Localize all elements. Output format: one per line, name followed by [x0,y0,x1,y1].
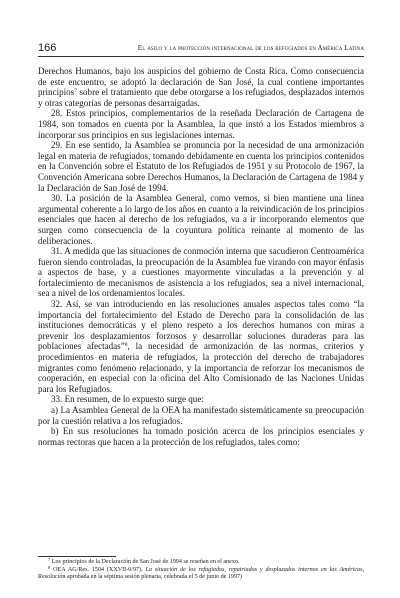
paragraph-28: 28. Estos principios, complementarios de la reseñada Declaración de Cartagena de 1984, son tomados en cuenta por la Asamblea, la que instó a los Estados miembros a incorporar sus principios en sus legislaciones internas. [38,108,364,140]
footnote-8: $^8$ OEA AG/Res. 1504 (XXVII-0/97), La situación de los refugiados, repatriados y desplazados internos en las Américas, Resolución aprobada en la séptima sesión plenaria, celebrada el 5 de junio de 1997) [38,564,364,581]
paragraph-33: 33. En resumen, de lo expuesto surge que: [51,394,204,405]
list-item-a: a) La Asamblea General de la OEA ha manifestado sistemáticamente su preocupación por la cuestión relativa a los refugiados. [38,405,364,426]
body-text [38,66,364,447]
page-header [38,42,364,57]
footnote-ref-7: 7 [74,88,77,95]
list-item-b: b) En sus resoluciones ha tomado posición acerca de los principios esenciales y normas rectoras que hacen a la protección de los refugiados, tales como: [38,426,364,447]
footnotes [38,559,364,582]
paragraph-29: 29. En ese sentido, la Asamblea se pronuncia por la necesidad de una armonización legal en materia de refugiados, tomando debidamente en cuenta los principios contenidos en la Convención sobre el Estatuto de los Refugiados de 1951 y su Protocolo de 1967, la Convención Americana sobre Derechos Humanos, la Declaración de Cartagena de 1984 y la Declaración de San José de 1994. [38,140,364,193]
running-title: El asilo y la protección internacional de los refugiados en América Latina [137,44,364,52]
paragraph-32: 32. Así, se van introduciendo en las resoluciones anuales aspectos tales como “la importancia del fortalecimiento del Estado de Derecho para la consolidación de las instituciones democráticas y el pleno respeto a los derechos humanos con miras a prevenir los desplazamientos forzosos y desarrollar soluciones duraderas para las poblaciones afectadas”$^8$, la necesidad de armonización de las normas, criterios y procedimientos en materia de refugiados, la protección del derecho de trabajadores migrantes como fenómeno relacionado, y la importancia de reforzar los mecanismos de cooperación, en especial con la oficina del Alto Comisionado de las Naciones Unidas para los Refugiados. [38,299,365,394]
paragraph-31: 31. A medida que las situaciones de conmoción interna que sacudieron Centroamérica fueron siendo controladas, la preocupación de la Asamblea fue virando con mayor énfasis a aspectos de base, y a cuestiones mayormente vinculadas a la prevención y al fortalecimiento de mecanismos de asistencia a los refugiados, sea a nivel internacional, sea a nivel de los ordenamientos locales. [38,246,364,299]
footnote-ref-8: 8 [124,342,128,349]
paragraph-30: 30. La posición de la Asamblea General, como vemos, si bien mantiene una línea argumental coherente a lo largo de los años en cuanto a la reivindicación de los principios esenciales que hacen al derecho de los refugiados, va a ir incorporando elementos que surgen como consecuencia de la coyuntura política reinante al momento de las deliberaciones. [38,193,364,246]
footnote-7: $^7$ Los principios de la Declaración de San José de 1994 se reseñan en el anexo. [48,557,240,565]
paragraph-continuation: Derechos Humanos, bajo los auspicios del gobierno de Costa Rica. Como consecuencia de este encuentro, se adoptó la declaración de San José, la cual contiene importantes principios$^7$ sobre el tratamiento que debe otorgarse a los refugiados, desplazados internos y otras categorías de personas desarraigadas. [38,66,364,108]
page-number: 166 [38,42,57,54]
